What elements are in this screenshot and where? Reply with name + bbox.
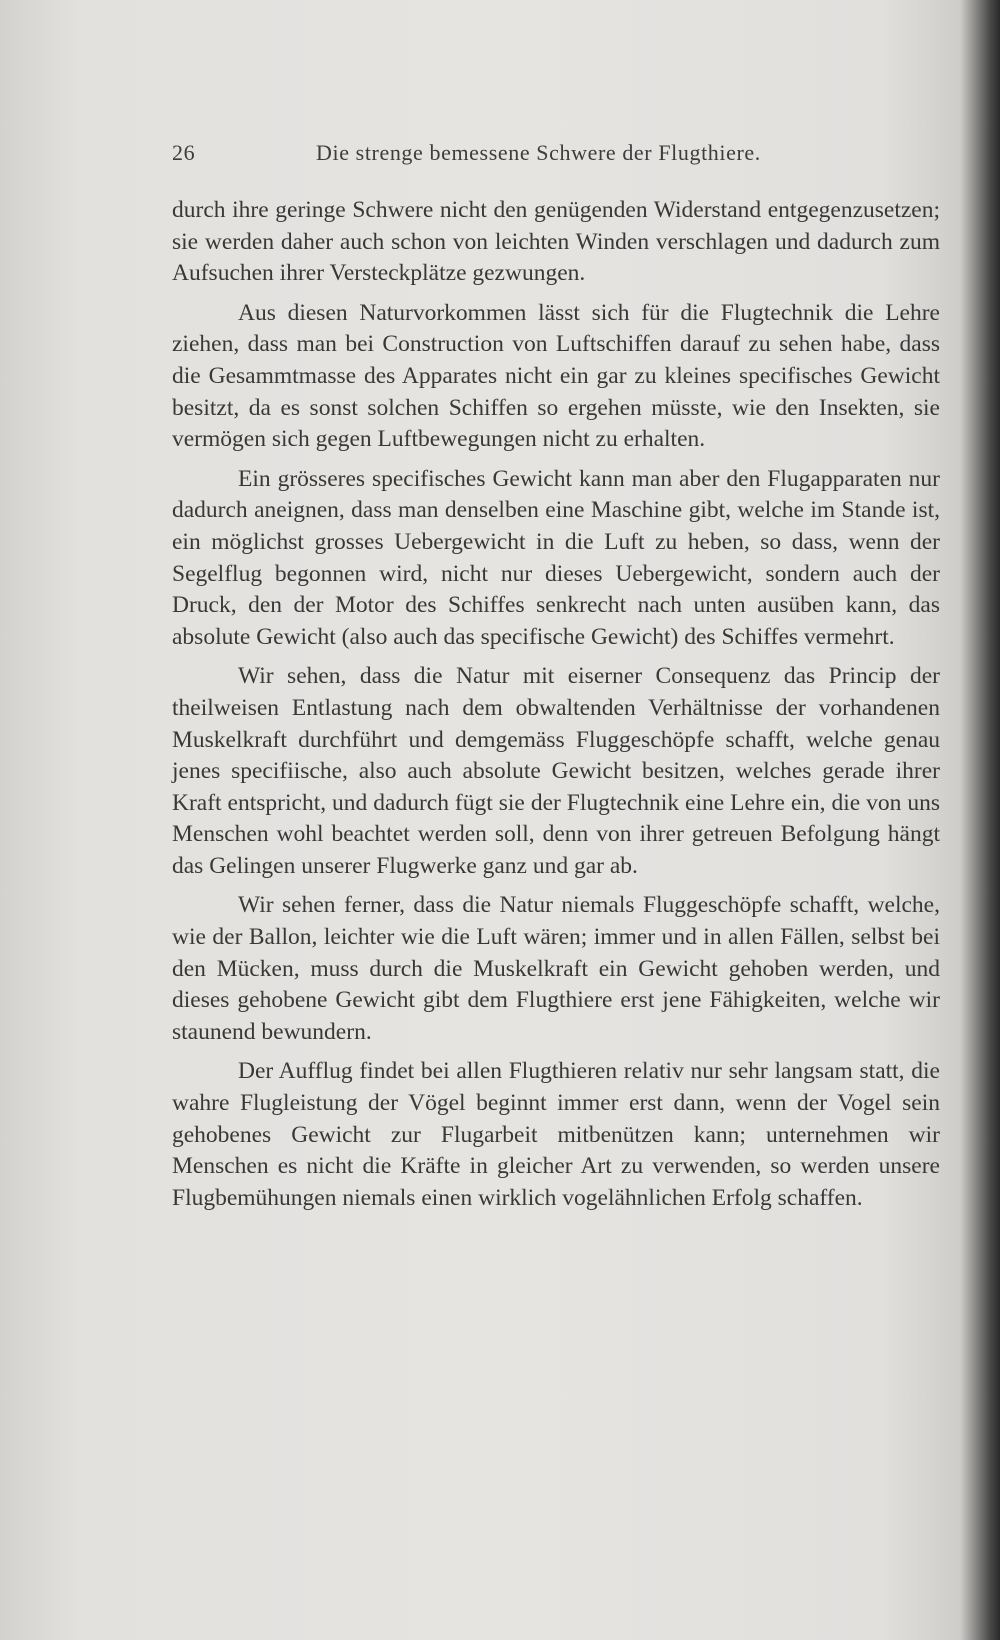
paragraph-aufflug: Der Aufflug findet bei allen Flugthieren relativ nur sehr langsam statt, die wahre Flugleistung der Vögel beginnt immer erst dann, wenn der Vogel sein gehobenes Gewicht zur Flugarbeit mitbenützen kann; unternehmen wir Menschen es nicht die Kräfte in gleicher Art zu verwenden, so werden unsere Flugbemühungen niemals einen wirklich vogelähnlichen Erfolg schaffen. bbox=[172, 1058, 940, 1211]
page-header bbox=[172, 140, 807, 170]
running-title: Die strenge bemessene Schwere der Flugthiere. bbox=[316, 140, 761, 165]
body-text bbox=[172, 195, 940, 1222]
page-number: 26 bbox=[172, 140, 196, 165]
paragraph-continuation: durch ihre geringe Schwere nicht den genügenden Widerstand entgegenzusetzen; sie werden daher auch schon von leichten Winden verschlagen und dadurch zum Aufsuchen ihrer Versteckplätze gezwungen. bbox=[172, 197, 940, 287]
paragraph-specifisches-gewicht: Ein grösseres specifisches Gewicht kann man aber den Flugapparaten nur dadurch aneignen, dass man denselben eine Maschine gibt, welche im Stande ist, ein möglichst grosses Uebergewicht in die Luft zu heben, so dass, wenn der Segelflug begonnen wird, nicht nur dieses Uebergewicht, sondern auch der Druck, den der Motor des Schiffes senkrecht nach unten ausüben kann, das absolute Gewicht (also auch das specifische Gewicht) des Schiffes vermehrt. bbox=[172, 465, 940, 650]
paragraph-entlastung: Wir sehen, dass die Natur mit eiserner Consequenz das Princip der theilweisen Entlastung nach dem obwaltenden Verhältnisse der vorhandenen Muskelkraft durchführt und demgemäss Fluggeschöpfe schafft, welche genau jenes specifiische, also auch absolute Gewicht besitzen, welches gerade ihrer Kraft entspricht, und dadurch fügt sie der Flugtechnik eine Lehre ein, die von uns Menschen wohl beachtet werden soll, denn von ihrer getreuen Befolgung hängt das Gelingen unserer Flugwerke ganz und gar ab. bbox=[172, 663, 940, 879]
paragraph-naturvorkommen: Aus diesen Naturvorkommen lässt sich für die Flugtechnik die Lehre ziehen, dass man bei Construction von Luftschiffen darauf zu sehen habe, dass die Gesammtmasse des Apparates nicht ein gar zu kleines specifisches Gewicht besitzt, da es sonst solchen Schiffen so ergehen müsste, wie den Insekten, sie vermögen sich gegen Luftbewegungen nicht zu erhalten. bbox=[172, 299, 940, 453]
paragraph-ballon: Wir sehen ferner, dass die Natur niemals Fluggeschöpfe schafft, welche, wie der Ballon, leichter wie die Luft wären; immer und in allen Fällen, selbst bei den Mücken, muss durch die Muskelkraft ein Gewicht gehoben werden, und dieses gehobene Gewicht gibt dem Flugthiere erst jene Fähigkeiten, welche wir staunend bewundern. bbox=[172, 892, 940, 1045]
